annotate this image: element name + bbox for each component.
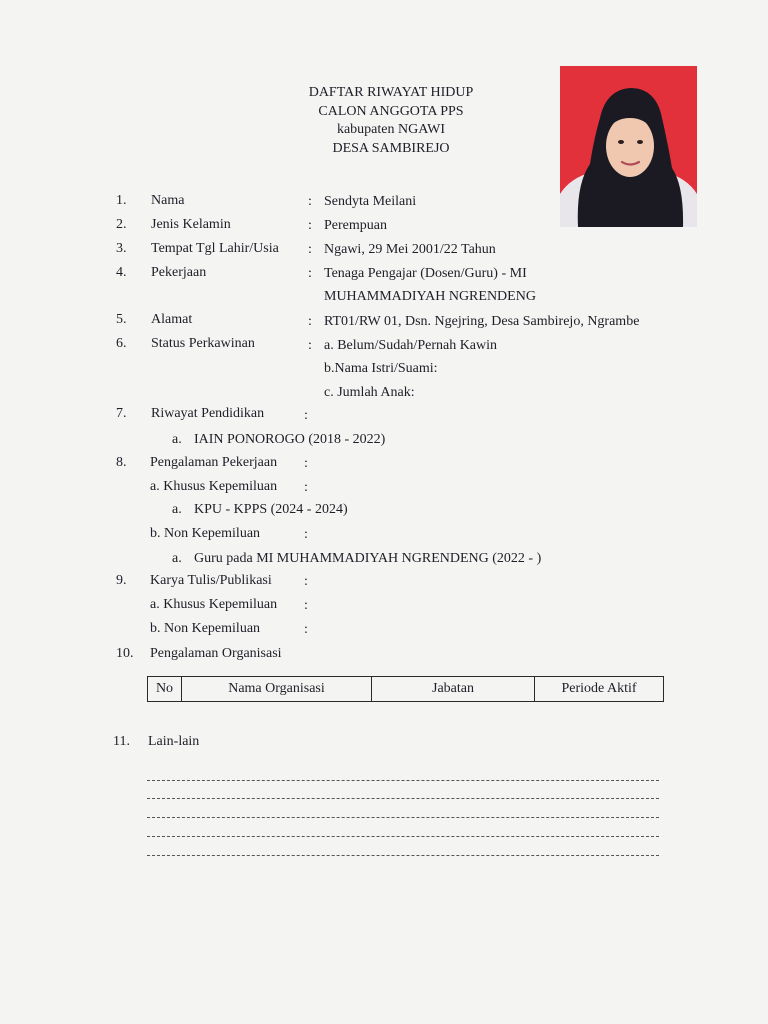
other-heading: Lain-lain bbox=[148, 734, 200, 749]
section-number: 9. bbox=[116, 573, 127, 588]
field-value-tempat-tgl-lahir: Ngawi, 29 Mei 2001/22 Tahun bbox=[324, 242, 496, 257]
field-separator: : bbox=[304, 456, 308, 471]
field-label-nama: Nama bbox=[151, 193, 185, 208]
work-election-subheading: a. Khusus Kepemiluan bbox=[150, 479, 278, 494]
field-value-jumlah-anak: c. Jumlah Anak: bbox=[324, 385, 415, 400]
field-label-alamat: Alamat bbox=[151, 312, 193, 327]
field-separator: : bbox=[304, 408, 308, 423]
field-separator: : bbox=[304, 527, 308, 542]
field-separator: : bbox=[308, 242, 312, 257]
list-letter: a. bbox=[172, 551, 182, 566]
profile-photo bbox=[560, 66, 697, 227]
education-item: IAIN PONOROGO (2018 - 2022) bbox=[194, 432, 386, 447]
field-value-alamat: RT01/RW 01, Dsn. Ngejring, Desa Sambirejo, Ngrambe bbox=[324, 314, 640, 329]
column-header-no: No bbox=[148, 677, 182, 702]
education-heading: Riwayat Pendidikan bbox=[151, 406, 265, 421]
column-header-nama-organisasi: Nama Organisasi bbox=[182, 677, 372, 702]
field-separator: : bbox=[304, 480, 308, 495]
field-number: 2. bbox=[116, 217, 127, 232]
field-value-status-kawin: a. Belum/Sudah/Pernah Kawin bbox=[324, 338, 498, 353]
header-regency: kabupaten NGAWI bbox=[336, 122, 446, 137]
section-number: 11. bbox=[113, 734, 130, 749]
field-value-nama: Sendyta Meilani bbox=[324, 194, 417, 209]
document-header bbox=[260, 84, 522, 158]
work-heading: Pengalaman Pekerjaan bbox=[150, 455, 278, 470]
section-number: 7. bbox=[116, 406, 127, 421]
table-header-row bbox=[148, 677, 664, 702]
dotted-line bbox=[147, 798, 659, 799]
section-number: 8. bbox=[116, 455, 127, 470]
header-village: DESA SAMBIREJO bbox=[332, 140, 450, 156]
work-election-item: KPU - KPPS (2024 - 2024) bbox=[194, 502, 348, 517]
field-number: 6. bbox=[116, 336, 127, 351]
column-header-jabatan: Jabatan bbox=[372, 677, 535, 702]
publications-non-election-subheading: b. Non Kepemiluan bbox=[150, 621, 261, 636]
dotted-line bbox=[147, 780, 659, 781]
field-label-status-perkawinan: Status Perkawinan bbox=[151, 336, 255, 351]
field-value-nama-istri-suami: b.Nama Istri/Suami: bbox=[324, 361, 438, 376]
publications-heading: Karya Tulis/Publikasi bbox=[150, 573, 272, 588]
field-number: 3. bbox=[116, 241, 127, 256]
header-subtitle: CALON ANGGOTA PPS bbox=[318, 103, 464, 119]
field-separator: : bbox=[308, 194, 312, 209]
header-title: DAFTAR RIWAYAT HIDUP bbox=[308, 85, 474, 100]
dotted-line bbox=[147, 836, 659, 837]
publications-election-subheading: a. Khusus Kepemiluan bbox=[150, 597, 278, 612]
work-non-election-item: Guru pada MI MUHAMMADIYAH NGRENDENG (2022 - ) bbox=[194, 551, 542, 566]
field-number: 5. bbox=[116, 312, 127, 327]
list-letter: a. bbox=[172, 502, 182, 517]
list-letter: a. bbox=[172, 432, 182, 447]
dotted-line bbox=[147, 817, 659, 818]
field-label-tempat-tgl-lahir: Tempat Tgl Lahir/Usia bbox=[151, 241, 279, 256]
field-label-pekerjaan: Pekerjaan bbox=[151, 265, 207, 280]
field-separator: : bbox=[308, 218, 312, 233]
field-label-jenis-kelamin: Jenis Kelamin bbox=[151, 217, 231, 232]
organization-heading: Pengalaman Organisasi bbox=[150, 646, 282, 661]
field-separator: : bbox=[304, 598, 308, 613]
section-number: 10. bbox=[116, 646, 134, 661]
field-number: 4. bbox=[116, 265, 127, 280]
field-separator: : bbox=[308, 338, 312, 353]
column-header-periode-aktif: Periode Aktif bbox=[535, 677, 664, 702]
field-value-pekerjaan-line2: MUHAMMADIYAH NGRENDENG bbox=[324, 289, 536, 304]
field-separator: : bbox=[304, 574, 308, 589]
field-value-pekerjaan: Tenaga Pengajar (Dosen/Guru) - MI bbox=[324, 266, 527, 281]
field-separator: : bbox=[308, 314, 312, 329]
dotted-line bbox=[147, 855, 659, 856]
organization-table bbox=[147, 676, 664, 702]
field-value-jenis-kelamin: Perempuan bbox=[324, 218, 387, 233]
field-separator: : bbox=[304, 622, 308, 637]
work-non-election-subheading: b. Non Kepemiluan bbox=[150, 526, 261, 541]
field-separator: : bbox=[308, 266, 312, 281]
field-number: 1. bbox=[116, 193, 127, 208]
